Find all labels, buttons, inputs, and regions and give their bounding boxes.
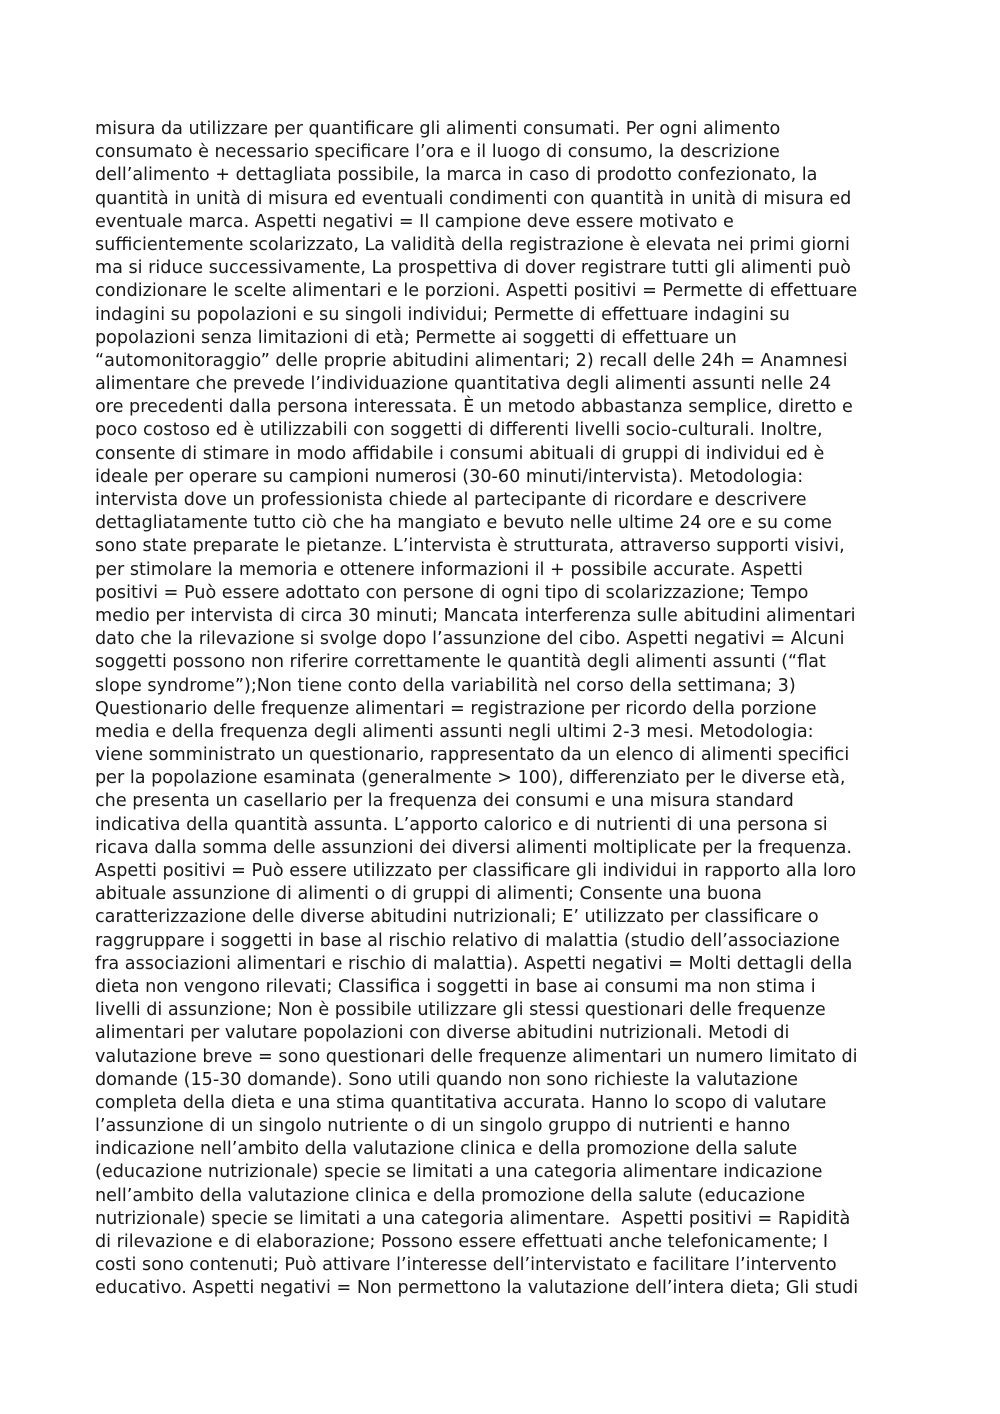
text-line: costi sono contenuti; Può attivare l’interesse dell’intervistato e facilitare l’intervento	[95, 1255, 837, 1276]
text-line: slope syndrome”);Non tiene conto della variabilità nel corso della settimana; 3)	[95, 675, 796, 696]
text-line: alimentari per valutare popolazioni con diverse abitudini nutrizionali. Metodi di	[95, 1023, 790, 1044]
text-line: caratterizzazione delle diverse abitudini nutrizionali; E’ utilizzato per classificare o	[95, 907, 819, 928]
text-line: sono state preparate le pietanze. L’intervista è strutturata, attraverso supporti visivi,	[95, 536, 845, 557]
text-line: media e della frequenza degli alimenti assunti negli ultimi 2-3 mesi. Metodologia:	[95, 721, 814, 742]
text-line: soggetti possono non riferire correttamente le quantità degli alimenti assunti (“flat	[95, 652, 826, 673]
text-line: alimentare che prevede l’individuazione quantitativa degli alimenti assunti nelle 24	[95, 374, 832, 395]
text-line: nell’ambito della valutazione clinica e della promozione della salute (educazione	[95, 1185, 806, 1206]
text-line: valutazione breve = sono questionari delle frequenze alimentari un numero limitato di	[95, 1046, 858, 1067]
text-line: sufficientemente scolarizzato, La validità della registrazione è elevata nei primi giorni	[95, 234, 850, 255]
text-line: dieta non vengono rilevati; Classifica i soggetti in base ai consumi ma non stima i	[95, 976, 816, 997]
text-line: positivi = Può essere adottato con persone di ogni tipo di scolarizzazione; Tempo	[95, 582, 809, 603]
text-line: intervista dove un professionista chiede al partecipante di ricordare e descrivere	[95, 490, 807, 510]
text-line: nutrizionale) specie se limitati a una categoria alimentare. Aspetti positivi = Rapidità	[95, 1208, 851, 1229]
text-line: ideale per operare su campioni numerosi (30-60 minuti/intervista). Metodologia:	[95, 466, 804, 487]
text-line: raggruppare i soggetti in base al rischio relativo di malattia (studio dell’associazione	[95, 930, 840, 951]
text-line: per la popolazione esaminata (generalmente > 100), differenziato per le diverse età,	[95, 768, 846, 789]
text-line: poco costoso ed è utilizzabili con soggetti di differenti livelli socio-culturali. Inoltre,	[95, 420, 823, 441]
text-line: (educazione nutrizionale) specie se limitati a una categoria alimentare indicazione	[95, 1162, 823, 1183]
text-line: consente di stimare in modo affidabile i consumi abituali di gruppi di individui ed è	[95, 443, 825, 464]
text-line: Questionario delle frequenze alimentari = registrazione per ricordo della porzione	[95, 698, 817, 719]
text-line: dato che la rilevazione si svolge dopo l’assunzione del cibo. Aspetti negativi = Alcuni	[95, 629, 845, 650]
text-line: Aspetti positivi = Può essere utilizzato per classificare gli individui in rapporto alla loro	[95, 861, 857, 881]
text-line: consumato è necessario specificare l’ora e il luogo di consumo, la descrizione	[95, 142, 780, 163]
text-line: eventuale marca. Aspetti negativi = Il campione deve essere motivato e	[95, 211, 734, 232]
body-text	[95, 118, 915, 1301]
text-line: completa della dieta e una stima quantitativa accurata. Hanno lo scopo di valutare	[95, 1092, 827, 1113]
text-line: ricava dalla somma delle assunzioni dei diversi alimenti moltiplicate per la frequenza.	[95, 837, 852, 858]
text-line: livelli di assunzione; Non è possibile utilizzare gli stessi questionari delle frequenze	[95, 1000, 826, 1021]
text-line: “automonitoraggio” delle proprie abitudini alimentari; 2) recall delle 24h = Anamnesi	[95, 350, 848, 371]
text-line: che presenta un casellario per la frequenza dei consumi e una misura standard	[95, 791, 794, 812]
text-line: indagini su popolazioni e su singoli individui; Permette di effettuare indagini su	[95, 304, 790, 325]
text-line: educativo. Aspetti negativi = Non permettono la valutazione dell’intera dieta; Gli studi	[95, 1278, 859, 1299]
text-line: per stimolare la memoria e ottenere informazioni il + possibile accurate. Aspetti	[95, 559, 803, 580]
text-line: popolazioni senza limitazioni di età; Permette ai soggetti di effettuare un	[95, 327, 737, 348]
text-line: indicativa della quantità assunta. L’apporto calorico e di nutrienti di una persona si	[95, 814, 828, 835]
text-line: di rilevazione e di elaborazione; Possono essere effettuati anche telefonicamente; I	[95, 1232, 829, 1252]
text-line: ma si riduce successivamente, La prospettiva di dover registrare tutti gli alimenti può	[95, 258, 851, 279]
text-line: condizionare le scelte alimentari e le porzioni. Aspetti positivi = Permette di effettuare	[95, 281, 858, 302]
text-line: quantità in unità di misura ed eventuali condimenti con quantità in unità di misura ed	[95, 188, 852, 209]
text-line: viene somministrato un questionario, rappresentato da un elenco di alimenti specifici	[95, 745, 850, 766]
text-line: dettagliatamente tutto ciò che ha mangiato e bevuto nelle ultime 24 ore e su come	[95, 513, 832, 534]
text-line: misura da utilizzare per quantificare gli alimenti consumati. Per ogni alimento	[95, 119, 781, 139]
text-line: medio per intervista di circa 30 minuti; Mancata interferenza sulle abitudini alimentari	[95, 605, 856, 626]
text-line: ore precedenti dalla persona interessata. È un metodo abbastanza semplice, diretto e	[95, 397, 853, 418]
text-line: abituale assunzione di alimenti o di gruppi di alimenti; Consente una buona	[95, 884, 762, 905]
text-line: indicazione nell’ambito della valutazione clinica e della promozione della salute	[95, 1139, 798, 1160]
text-line: l’assunzione di un singolo nutriente o di un singolo gruppo di nutrienti e hanno	[95, 1116, 791, 1137]
text-line: fra associazioni alimentari e rischio di malattia). Aspetti negativi = Molti dettagli della	[95, 953, 853, 974]
text-line: domande (15-30 domande). Sono utili quando non sono richieste la valutazione	[95, 1069, 799, 1090]
text-line: dell’alimento + dettagliata possibile, la marca in caso di prodotto confezionato, la	[95, 165, 818, 186]
